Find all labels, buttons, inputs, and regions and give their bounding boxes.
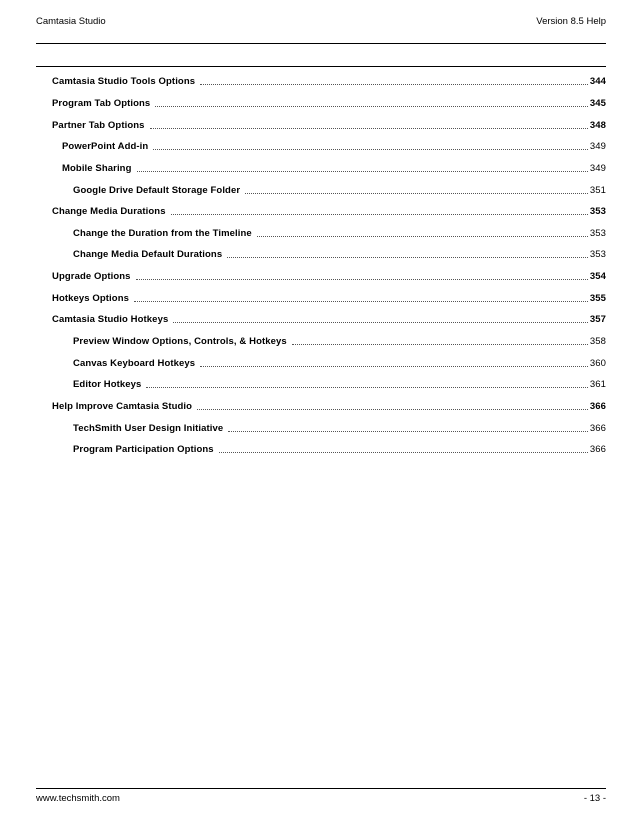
toc-entry-page-number[interactable]: 349 xyxy=(589,162,606,174)
footer-page-number: - 13 - xyxy=(583,792,606,804)
toc-entry-title[interactable]: Change Media Default Durations xyxy=(73,249,223,261)
toc-entry[interactable] xyxy=(52,439,606,461)
toc-dot-leader xyxy=(245,193,588,194)
toc-entry-page-number[interactable]: 366 xyxy=(589,444,606,456)
toc-dot-leader xyxy=(136,279,588,280)
toc-dot-leader xyxy=(173,322,588,323)
header-product-title: Camtasia Studio xyxy=(36,15,106,27)
toc-entry-title[interactable]: Editor Hotkeys xyxy=(73,379,142,391)
toc-entry-title[interactable]: Camtasia Studio Tools Options xyxy=(52,76,196,88)
toc-entry[interactable] xyxy=(52,374,606,396)
toc-entry-page-number[interactable]: 349 xyxy=(589,141,606,153)
header-divider-top xyxy=(36,43,606,44)
toc-entry-page-number[interactable]: 348 xyxy=(589,119,606,131)
footer-website: www.techsmith.com xyxy=(36,792,120,804)
header-divider-bottom xyxy=(36,66,606,67)
toc-dot-leader xyxy=(146,387,587,388)
toc-entry-page-number[interactable]: 344 xyxy=(589,76,606,88)
header-version: Version 8.5 Help xyxy=(536,15,606,27)
toc-dot-leader xyxy=(150,128,588,129)
toc-entry-page-number[interactable]: 360 xyxy=(589,357,606,369)
toc-dot-leader xyxy=(227,257,588,258)
toc-entry-title[interactable]: Change Media Durations xyxy=(52,206,166,218)
footer-divider xyxy=(36,788,606,789)
toc-dot-leader xyxy=(200,366,588,367)
page-footer xyxy=(36,791,606,805)
toc-entry[interactable] xyxy=(52,222,606,244)
toc-dot-leader xyxy=(197,409,588,410)
toc-dot-leader xyxy=(134,301,588,302)
toc-entry-page-number[interactable]: 358 xyxy=(589,336,606,347)
toc-entry[interactable] xyxy=(52,309,606,331)
toc-entry-page-number[interactable]: 354 xyxy=(589,271,606,283)
toc-entry[interactable] xyxy=(52,417,606,439)
toc-entry-title[interactable]: Camtasia Studio Hotkeys xyxy=(52,314,169,326)
toc-entry[interactable] xyxy=(52,352,606,374)
toc-entry[interactable] xyxy=(52,396,606,418)
toc-entry[interactable] xyxy=(52,331,606,353)
toc-dot-leader xyxy=(219,452,588,453)
toc-dot-leader xyxy=(153,149,588,150)
toc-dot-leader xyxy=(257,236,588,237)
toc-entry-title[interactable]: Program Participation Options xyxy=(73,444,214,456)
toc-entry[interactable] xyxy=(52,287,606,309)
toc-entry[interactable] xyxy=(52,114,606,136)
toc-entry[interactable] xyxy=(52,244,606,266)
toc-entry-page-number[interactable]: 361 xyxy=(589,379,606,391)
toc-entry-title[interactable]: Google Drive Default Storage Folder xyxy=(73,184,241,196)
toc-entry[interactable] xyxy=(52,158,606,180)
toc-entry-title[interactable]: PowerPoint Add-in xyxy=(62,141,149,153)
toc-entry-title[interactable]: Hotkeys Options xyxy=(52,292,129,304)
toc-entry-title[interactable]: Help Improve Camtasia Studio xyxy=(52,400,193,412)
toc-entry-title[interactable]: Preview Window Options, Controls, & Hotkeys xyxy=(73,336,287,347)
toc-entry-title[interactable]: Partner Tab Options xyxy=(52,119,145,131)
toc-entry-page-number[interactable]: 351 xyxy=(589,184,606,196)
toc-entry-title[interactable]: Program Tab Options xyxy=(52,97,151,109)
toc-entry-page-number[interactable]: 353 xyxy=(589,227,606,239)
toc-entry-title[interactable]: Canvas Keyboard Hotkeys xyxy=(73,357,196,369)
toc-entry[interactable] xyxy=(52,136,606,158)
toc-entry-title[interactable]: Mobile Sharing xyxy=(62,162,132,174)
toc-entry[interactable] xyxy=(52,266,606,288)
toc-dot-leader xyxy=(200,84,588,85)
toc-entry-title[interactable]: Upgrade Options xyxy=(52,271,131,283)
toc-entry-page-number[interactable]: 355 xyxy=(589,292,606,304)
page-header xyxy=(36,14,606,28)
table-of-contents xyxy=(52,71,606,461)
toc-entry[interactable] xyxy=(52,201,606,223)
toc-entry-title[interactable]: TechSmith User Design Initiative xyxy=(73,422,224,434)
toc-entry-title[interactable]: Change the Duration from the Timeline xyxy=(73,227,252,239)
toc-dot-leader xyxy=(171,214,588,215)
toc-dot-leader xyxy=(292,344,588,345)
toc-entry[interactable] xyxy=(52,71,606,93)
toc-entry-page-number[interactable]: 353 xyxy=(589,249,606,261)
toc-dot-leader xyxy=(137,171,588,172)
toc-entry-page-number[interactable]: 366 xyxy=(589,422,606,434)
toc-entry-page-number[interactable]: 353 xyxy=(589,206,606,218)
toc-entry[interactable] xyxy=(52,93,606,115)
toc-entry-page-number[interactable]: 366 xyxy=(589,400,606,412)
toc-entry-page-number[interactable]: 345 xyxy=(589,97,606,109)
toc-dot-leader xyxy=(155,106,588,107)
toc-entry-page-number[interactable]: 357 xyxy=(589,314,606,326)
toc-entry[interactable] xyxy=(52,179,606,201)
toc-dot-leader xyxy=(228,431,588,432)
